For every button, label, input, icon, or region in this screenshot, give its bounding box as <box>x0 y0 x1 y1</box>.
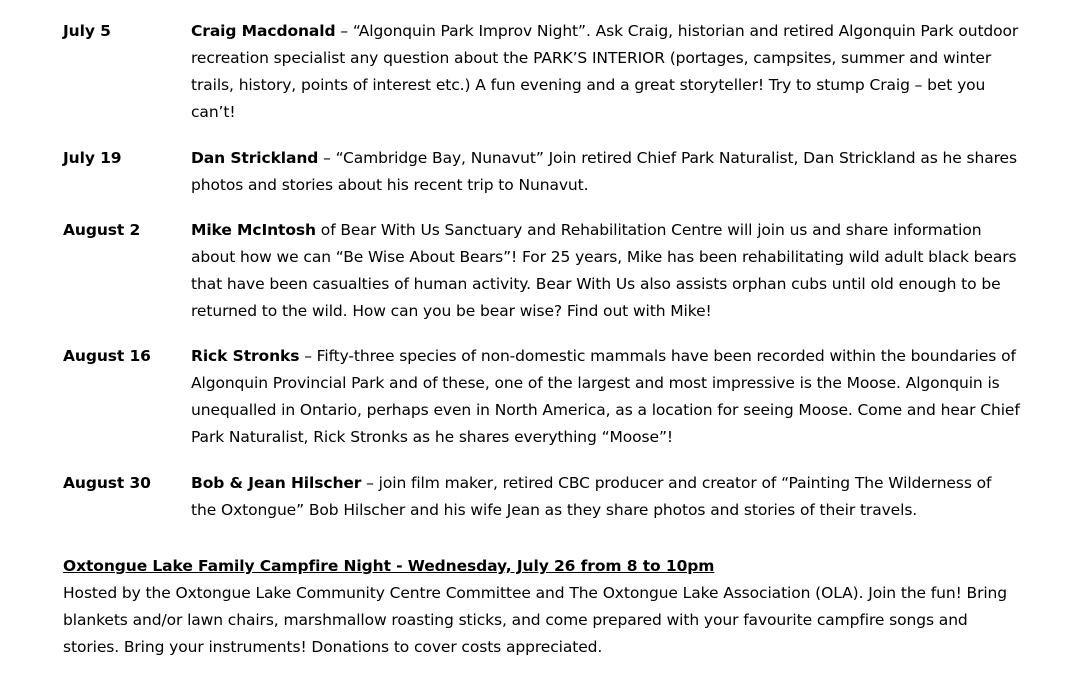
event-body <box>191 470 1021 524</box>
event-description: – “Cambridge Bay, Nunavut” Join retired Chief Park Naturalist, Dan Strickland as he shares photos and stories about his recent trip to Nunavut. <box>191 149 1017 194</box>
campfire-body: Hosted by the Oxtongue Lake Community Centre Committee and The Oxtongue Lake Association (OLA). Join the fun! Bring blankets and/or lawn chairs, marshmallow roasting sticks, and come prepared with your favourite campfire songs and stories. Bring your instruments! Donations to cover costs appreciated. <box>63 584 1008 656</box>
event-date: July 5 <box>63 22 111 40</box>
event-date: July 19 <box>63 149 122 167</box>
event-description: – Fifty-three species of non-domestic mammals have been recorded within the boundaries of Algonquin Provincial Park and of these, one of the largest and most impressive is the Moose. Algonquin is unequalled in Ontario, perhaps even in North America, as a location for seeing Moose. Come and hear Chief Park Naturalist, Rick Stronks as he shares everything “Moose”! <box>191 347 1020 446</box>
event-presenter: Dan Strickland <box>191 149 319 167</box>
event-presenter: Mike McIntosh <box>191 221 316 239</box>
event-presenter: Bob & Jean Hilscher <box>191 474 362 492</box>
campfire-heading: Oxtongue Lake Family Campfire Night - Wednesday, July 26 from 8 to 10pm <box>63 557 715 575</box>
event-date: August 30 <box>63 474 151 492</box>
campfire-section <box>63 553 1021 661</box>
event-description: – join film maker, retired CBC producer and creator of “Painting The Wilderness of the Oxtongue” Bob Hilscher and his wife Jean as they share photos and stories of their travels. <box>191 474 992 519</box>
event-presenter: Craig Macdonald <box>191 22 336 40</box>
event-description: of Bear With Us Sanctuary and Rehabilitation Centre will join us and share information about how we can “Be Wise About Bears”! For 25 years, Mike has been rehabilitating wild adult black bears that have been casualties of human activity. Bear With Us also assists orphan cubs until old enough to be returned to the wild. How can you be bear wise? Find out with Mike! <box>191 221 1017 320</box>
event-date: August 16 <box>63 347 151 365</box>
event-body <box>191 18 1021 126</box>
event-body <box>191 343 1021 451</box>
event-date: August 2 <box>63 221 141 239</box>
event-body <box>191 217 1021 325</box>
event-presenter: Rick Stronks <box>191 347 300 365</box>
event-body <box>191 145 1021 199</box>
event-description: – “Algonquin Park Improv Night”. Ask Craig, historian and retired Algonquin Park outdoor recreation specialist any question about the PARK’S INTERIOR (portages, campsites, summer and winter trails, history, points of interest etc.) A fun evening and a great storyteller! Try to stump Craig – bet you can’t! <box>191 22 1019 121</box>
